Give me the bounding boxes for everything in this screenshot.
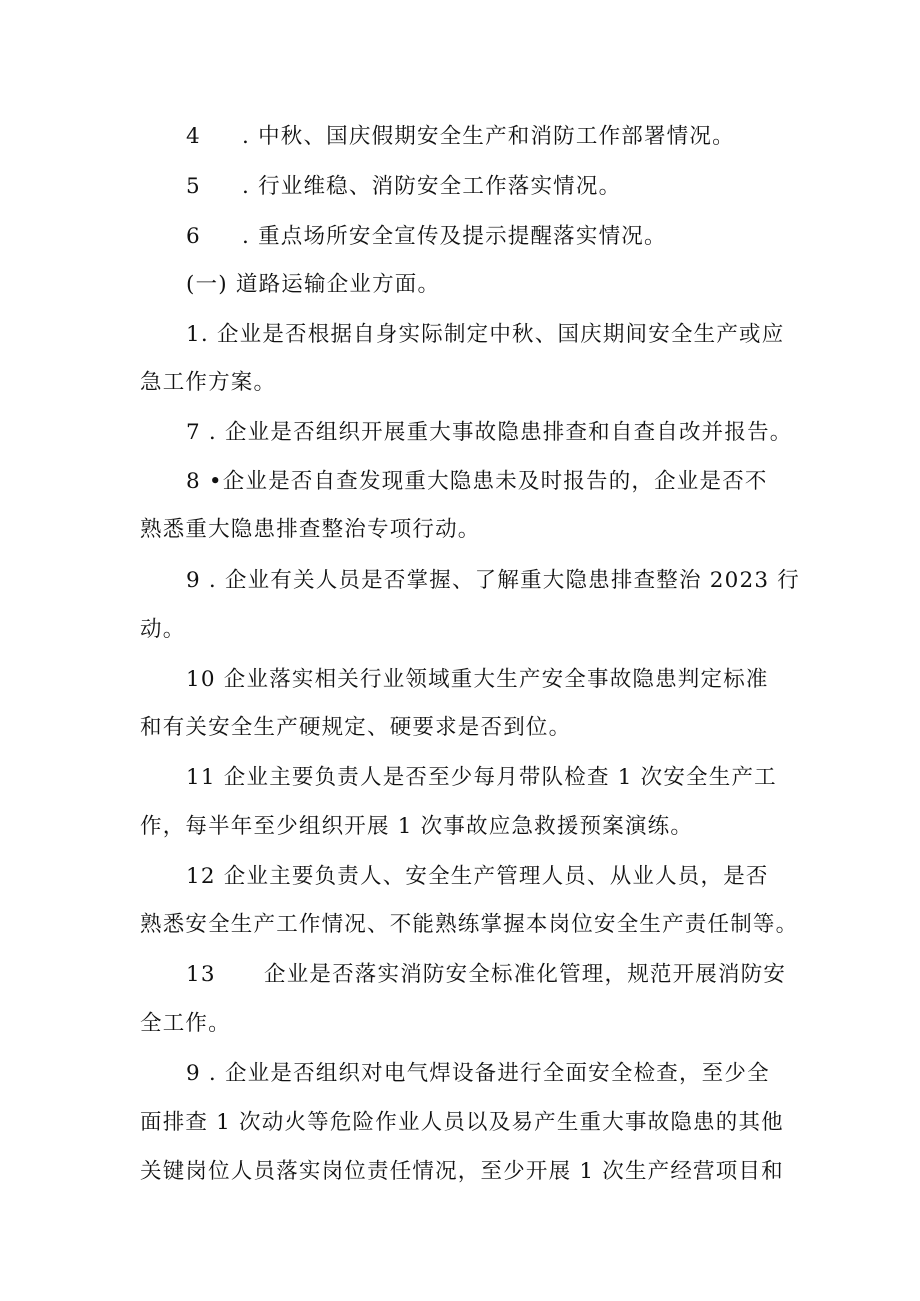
paragraph-line: 12 企业主要负责人、安全生产管理人员、从业人员，是否: [186, 864, 769, 889]
paragraph-line: 动。: [140, 617, 186, 642]
paragraph-line: 面排查 1 次动火等危险作业人员以及易产生重大事故隐患的其他: [140, 1110, 784, 1135]
paragraph-line: 10 企业落实相关行业领域重大生产安全事故隐患判定标准: [186, 667, 769, 692]
paragraph-line: 急工作方案。: [140, 370, 277, 395]
paragraph-line: 关键岗位人员落实岗位责任情况，至少开展 1 次生产经营项目和: [140, 1159, 784, 1184]
paragraph-line: 熟悉重大隐患排查整治专项行动。: [140, 517, 481, 542]
section-heading: (一) 道路运输企业方面。: [186, 272, 441, 297]
item-number: 5: [186, 174, 201, 199]
paragraph-line: 9 . 企业是否组织对电气焊设备进行全面安全检查，至少全: [186, 1061, 770, 1086]
paragraph-line: 全工作。: [140, 1011, 231, 1036]
paragraph-line: 和有关安全生产硬规定、硬要求是否到位。: [140, 715, 572, 740]
item-number: 6: [186, 224, 201, 249]
paragraph-line: 熟悉安全生产工作情况、不能熟练掌握本岗位安全生产责任制等。: [140, 912, 799, 937]
item-number: 4: [186, 124, 201, 149]
paragraph-line: 1. 企业是否根据自身实际制定中秋、国庆期间安全生产或应: [186, 322, 785, 347]
list-item-6: [186, 222, 667, 252]
list-item-4: [186, 122, 735, 152]
paragraph-line: 9 . 企业有关人员是否掌握、了解重大隐患排查整治 2023 行: [186, 568, 800, 593]
list-item-5: [186, 172, 621, 202]
item-number: 13: [186, 962, 216, 987]
item-text: . 中秋、国庆假期安全生产和消防工作部署情况。: [242, 124, 735, 149]
paragraph-line: 11 企业主要负责人是否至少每月带队检查 1 次安全生产工: [186, 765, 777, 790]
item-text: . 行业维稳、消防安全工作落实情况。: [242, 174, 622, 199]
item-text: 企业是否落实消防安全标准化管理，规范开展消防安: [264, 962, 787, 987]
item-text: . 重点场所安全宣传及提示提醒落实情况。: [242, 224, 667, 249]
list-item-13: [186, 960, 786, 990]
paragraph-line: 7 . 企业是否组织开展重大事故隐患排查和自查自改并报告。: [186, 420, 793, 445]
paragraph-line: 作，每半年至少组织开展 1 次事故应急救援预案演练。: [140, 814, 694, 839]
paragraph-line: 8 •企业是否自查发现重大隐患未及时报告的，企业是否不: [186, 469, 768, 494]
